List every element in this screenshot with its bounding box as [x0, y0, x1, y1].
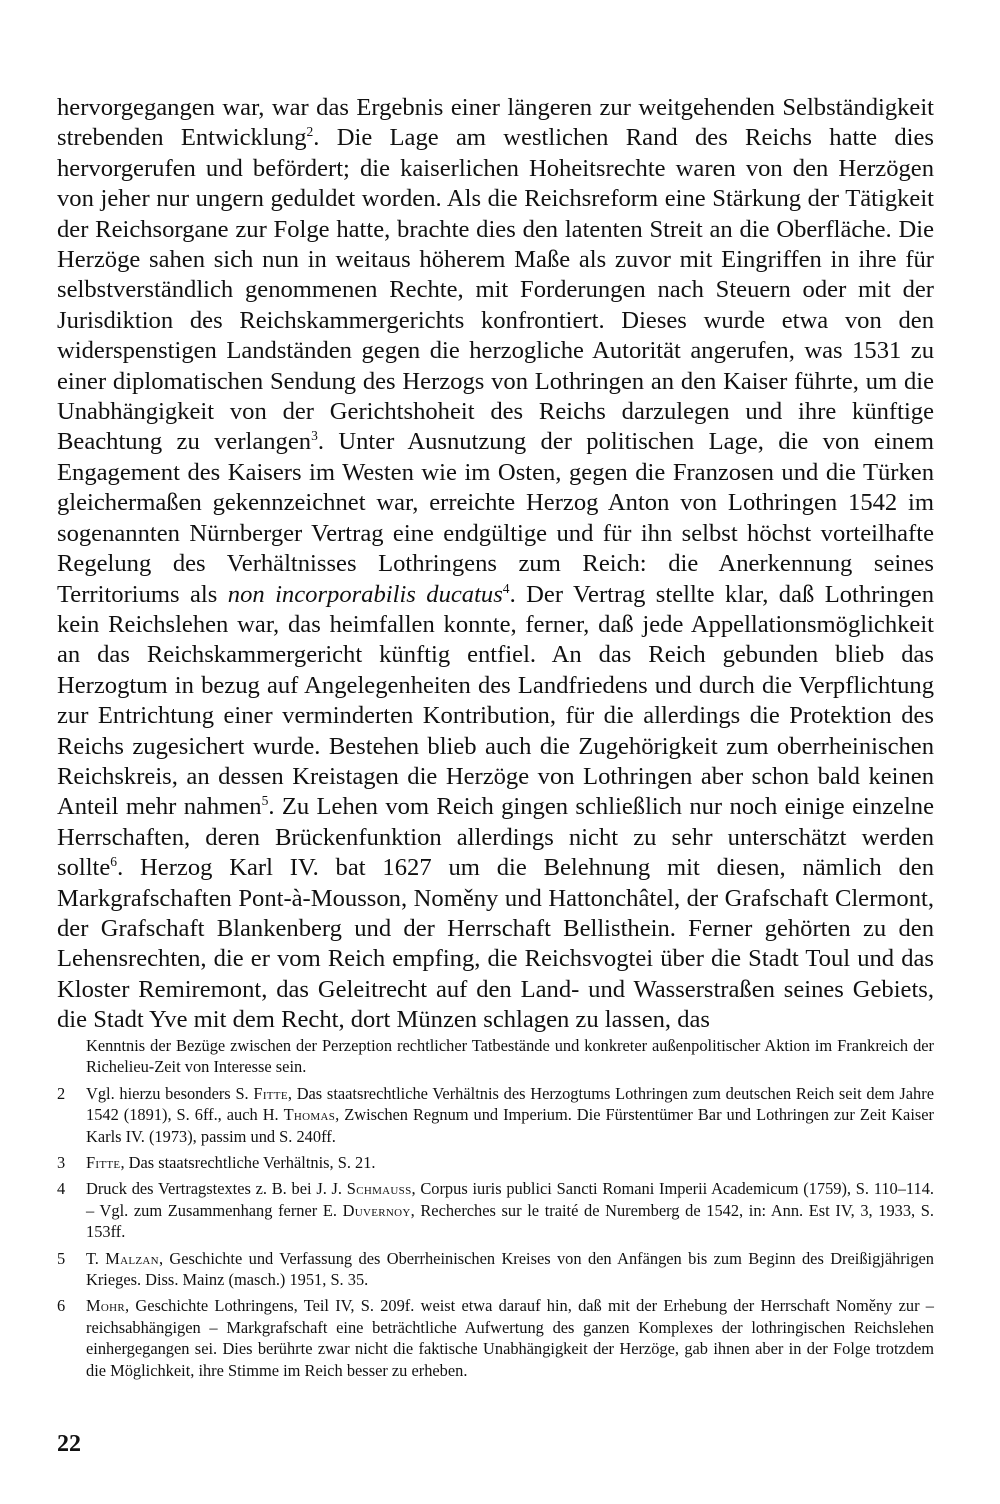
footnote-5 [57, 1248, 934, 1291]
footnote-text: T. [86, 1248, 106, 1268]
footnote-text: , Zwischen Regnum und Imperium. Die Fürstentümer Bar und Lothringen zur Zeit Kaiser Karls IV. (1973), passim und S. 240ff. [86, 1105, 934, 1146]
footnote-ref-5: 5 [261, 793, 269, 809]
author-name: Fitte [86, 1153, 121, 1173]
footnote-number: 2 [57, 1083, 66, 1103]
body-text-segment: . Die Lage am westlichen Rand des Reichs hatte dies hervorgerufen und befördert; die kaiserlichen Hoheitsrechte waren von den Herzögen von jeher nur ungern geduldet worden. Als die Reichsreform eine Stärkung der Tätigkeit der Reichsorgane zur Folge hatte, brachte dies den latenten Streit an die Oberfläche. Die Herzöge sahen sich nun in weitaus höherem Maße als zuvor mit Eingriffen in ihre für selbstverständlich genommenen Rechte, mit Forderungen nach Steuern oder mit der Jurisdiktion des Reichskammergerichts konfrontiert. Dieses wurde etwa von den widerspenstigen Landständen gegen die herzogliche Autorität angerufen, was 1531 zu einer diplomatischen Sendung des Herzogs von Lothringen an den Kaiser führte, um die Unabhängigkeit von der Gerichtshoheit des Reichs darzulegen und ihre künftige Beachtung zu verlangen [57, 124, 934, 456]
page-number: 22 [57, 1431, 81, 1457]
footnote-text: Druck des Vertragstextes z. B. bei J. J. [86, 1179, 347, 1199]
body-text-segment: . Zu Lehen vom Reich gingen schließlich nur noch einige einzelne Herrschaften, deren Brückenfunktion allerdings nicht zu sehr unterschätzt werden sollte [57, 793, 934, 882]
footnote-6 [57, 1295, 934, 1381]
footnote-2 [57, 1083, 934, 1147]
footnote-text: , Geschichte Lothringens, Teil IV, S. 209f. weist etwa darauf hin, daß mit der Erhebung der Herrschaft Noměny zur – reichsabhängigen – Markgrafschaft eine beträchtliche Aufwertung des ganzen Komplexes der lothringischen Reichslehen einhergegangen sei. Dies berührte zwar nicht die faktische Unabhängigkeit der Herzöge, gab ihnen aber in der Folge trotzdem die Möglichkeit, ihre Stimme im Reich besser zu erheben. [86, 1296, 934, 1380]
footnote-text: , Corpus iuris publici Sancti Romani Imperii Academicum (1759), S. 110–114. – Vgl. zum Zusammenhang ferner E. [86, 1179, 934, 1220]
footnote-text: , Das staatsrechtliche Verhältnis, S. 21. [120, 1153, 376, 1173]
footnote-text: , Geschichte und Verfassung des Oberrheinischen Kreises von den Anfängen bis zum Beginn des Dreißigjährigen Krieges. Diss. Mainz (masch.) 1951, S. 35. [86, 1248, 934, 1290]
author-name: Schmauss [346, 1179, 412, 1199]
footnote-4 [57, 1178, 934, 1242]
body-paragraph [57, 93, 934, 1036]
footnotes [57, 1035, 934, 1386]
footnote-text: Vgl. hierzu besonders S. [86, 1083, 254, 1103]
footnote-ref-2: 2 [306, 124, 314, 140]
footnote-text: , Recherches sur le traité de Nuremberg de 1542, in: Ann. Est IV, 3, 1933, S. 153ff. [86, 1200, 934, 1242]
body-text-segment: hervorgegangen war, war das Ergebnis einer längeren zur weitgehenden Selbständigkeit strebenden Entwicklung [57, 94, 934, 152]
latin-phrase: non incorporabilis ducatus [227, 580, 503, 608]
author-name: Thomas [283, 1105, 336, 1125]
footnote-ref-3: 3 [311, 428, 318, 444]
footnote-3 [57, 1152, 934, 1173]
author-name: Mohr [86, 1296, 125, 1316]
footnote-number: 6 [57, 1296, 66, 1316]
author-name: Duvernoy [342, 1200, 411, 1220]
footnote-number: 3 [57, 1153, 66, 1173]
footnote-ref-6: 6 [110, 854, 118, 870]
body-text-segment: . Unter Ausnutzung der politischen Lage, die von einem Engagement des Kaisers im Westen wie im Osten, gegen die Franzosen und die Türken gleichermaßen gekennzeichnet war, erreichte Herzog Anton von Lothringen 1542 im sogenannten Nürnberger Vertrag eine endgültige und für ihn selbst höchst vorteilhafte Regelung des Verhältnisses Lothringens zum Reich: die Anerkennung seines Territoriums als [57, 428, 934, 608]
author-name: Fitte [253, 1083, 288, 1103]
body-text [57, 93, 934, 1036]
footnote-number: 5 [57, 1248, 66, 1268]
author-name: Malzan [105, 1248, 159, 1268]
footnote-continuation: Kenntnis der Bezüge zwischen der Perzeption rechtlicher Tatbestände und konkreter außenpolitischer Aktion im Frankreich der Richelieu-Zeit von Interesse sein. [86, 1036, 934, 1077]
body-text-segment: . Herzog Karl IV. bat 1627 um die Belehnung mit diesen, nämlich den Markgrafschaften Pont-à-Mousson, Noměny und Hattonchâtel, der Grafschaft Clermont, der Grafschaft Blankenberg und der Herrschaft Bellisthein. Ferner gehörten zu den Lehensrechten, die er vom Reich empfing, die Reichsvogtei über die Stadt Toul und das Kloster Remiremont, das Geleitrecht auf den Land- und Wasserstraßen seines Gebiets, die Stadt Yve mit dem Recht, dort Münzen schlagen zu lassen, das [57, 854, 934, 1034]
footnote-ref-4: 4 [502, 580, 510, 596]
footnote-number: 4 [57, 1179, 66, 1199]
body-text-segment: . Der Vertrag stellte klar, daß Lothringen kein Reichslehen war, das heimfallen konnte, ferner, daß jede Appellationsmöglichkeit an das Reichskammergericht künftig entfiel. An das Reich gebunden blieb das Herzogtum in bezug auf Angelegenheiten des Landfriedens und durch die Verpflichtung zur Entrichtung einer verminderten Kontribution, für die allerdings die Protektion des Reichs zugesichert wurde. Bestehen blieb auch die Zugehörigkeit zum oberrheinischen Reichskreis, an dessen Kreistagen die Herzöge von Lothringen aber schon bald keinen Anteil mehr nahmen [57, 580, 935, 821]
footnote-text: , Das staatsrechtliche Verhältnis des Herzogtums Lothringen zum deutschen Reich seit dem Jahre 1542 (1891), S. 6ff., auch H. [86, 1083, 934, 1125]
